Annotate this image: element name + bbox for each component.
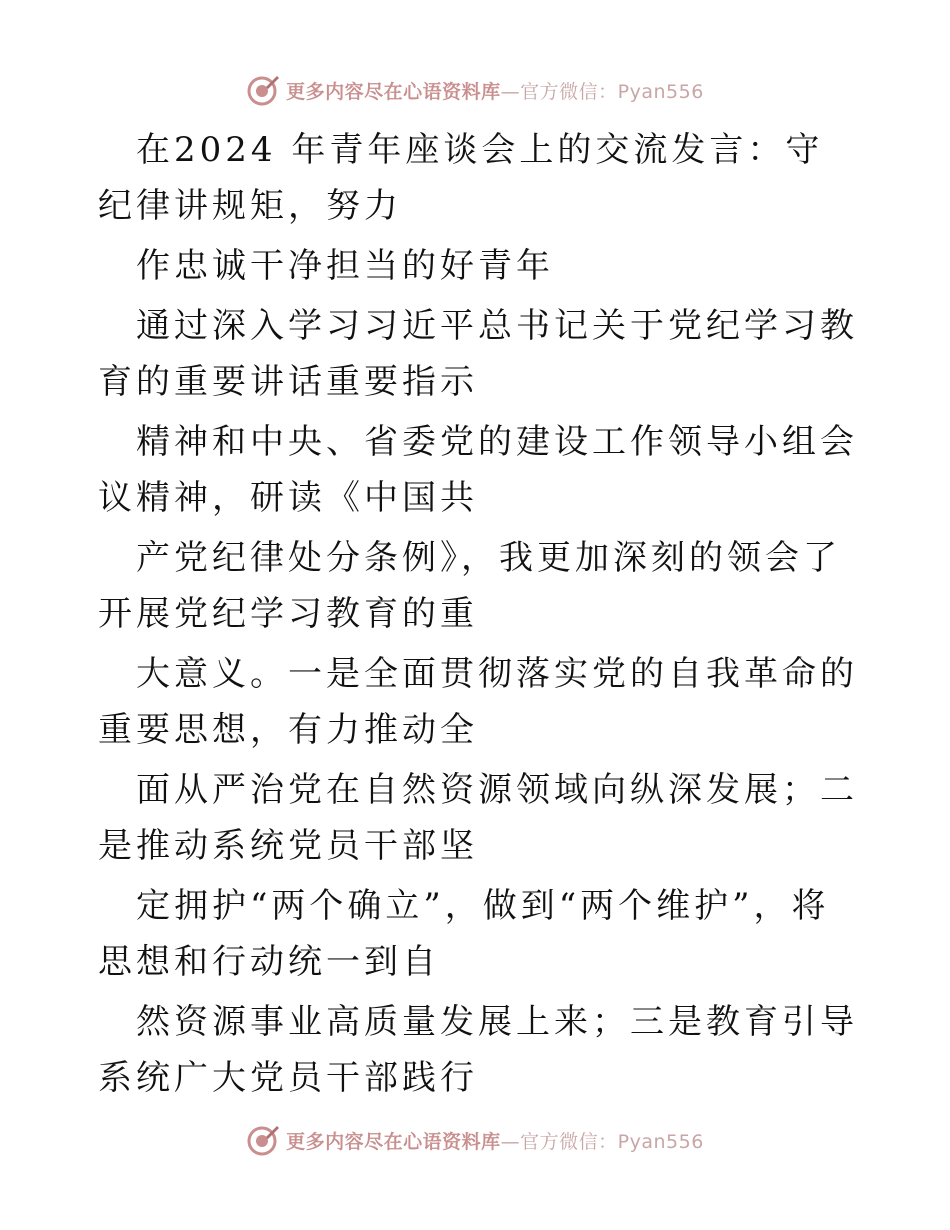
paragraph: 作忠诚干净担当的好青年	[136, 246, 554, 286]
paragraph: 精神和中央、省委党的建设工作领导小组会议精神，研读《中国共	[98, 422, 858, 518]
seal-pen-icon	[246, 1123, 280, 1157]
watermark-suffix: 官方微信：Pyan556	[520, 1130, 704, 1153]
watermark-brand: 更多内容尽在心语资料库	[286, 1130, 501, 1153]
watermark-text	[286, 1127, 704, 1154]
paragraph: 定拥护“两个确立”，做到“两个维护”，将思想和行动统一到自	[98, 886, 830, 982]
paragraph: 大意义。一是全面贯彻落实党的自我革命的重要思想，有力推动全	[98, 654, 858, 750]
seal-pen-icon	[246, 73, 280, 107]
watermark-footer	[0, 1120, 950, 1160]
watermark-header	[0, 70, 950, 110]
watermark-dash: —	[500, 80, 521, 103]
watermark-dash: —	[500, 1130, 521, 1153]
watermark-text	[286, 77, 704, 104]
paragraph: 产党纪律处分条例》，我更加深刻的领会了开展党纪学习教育的重	[98, 538, 841, 634]
watermark-brand: 更多内容尽在心语资料库	[286, 80, 501, 103]
paragraph: 面从严治党在自然资源领域向纵深发展；二是推动系统党员干部坚	[98, 770, 858, 866]
watermark-suffix: 官方微信：Pyan556	[520, 80, 704, 103]
paragraph: 通过深入学习习近平总书记关于党纪学习教育的重要讲话重要指示	[98, 306, 858, 402]
paragraph: 在2024 年青年座谈会上的交流发言：守纪律讲规矩，努力	[98, 130, 824, 226]
paragraph: 然资源事业高质量发展上来；三是教育引导系统广大党员干部践行	[98, 1002, 858, 1098]
document-body	[98, 122, 858, 1106]
